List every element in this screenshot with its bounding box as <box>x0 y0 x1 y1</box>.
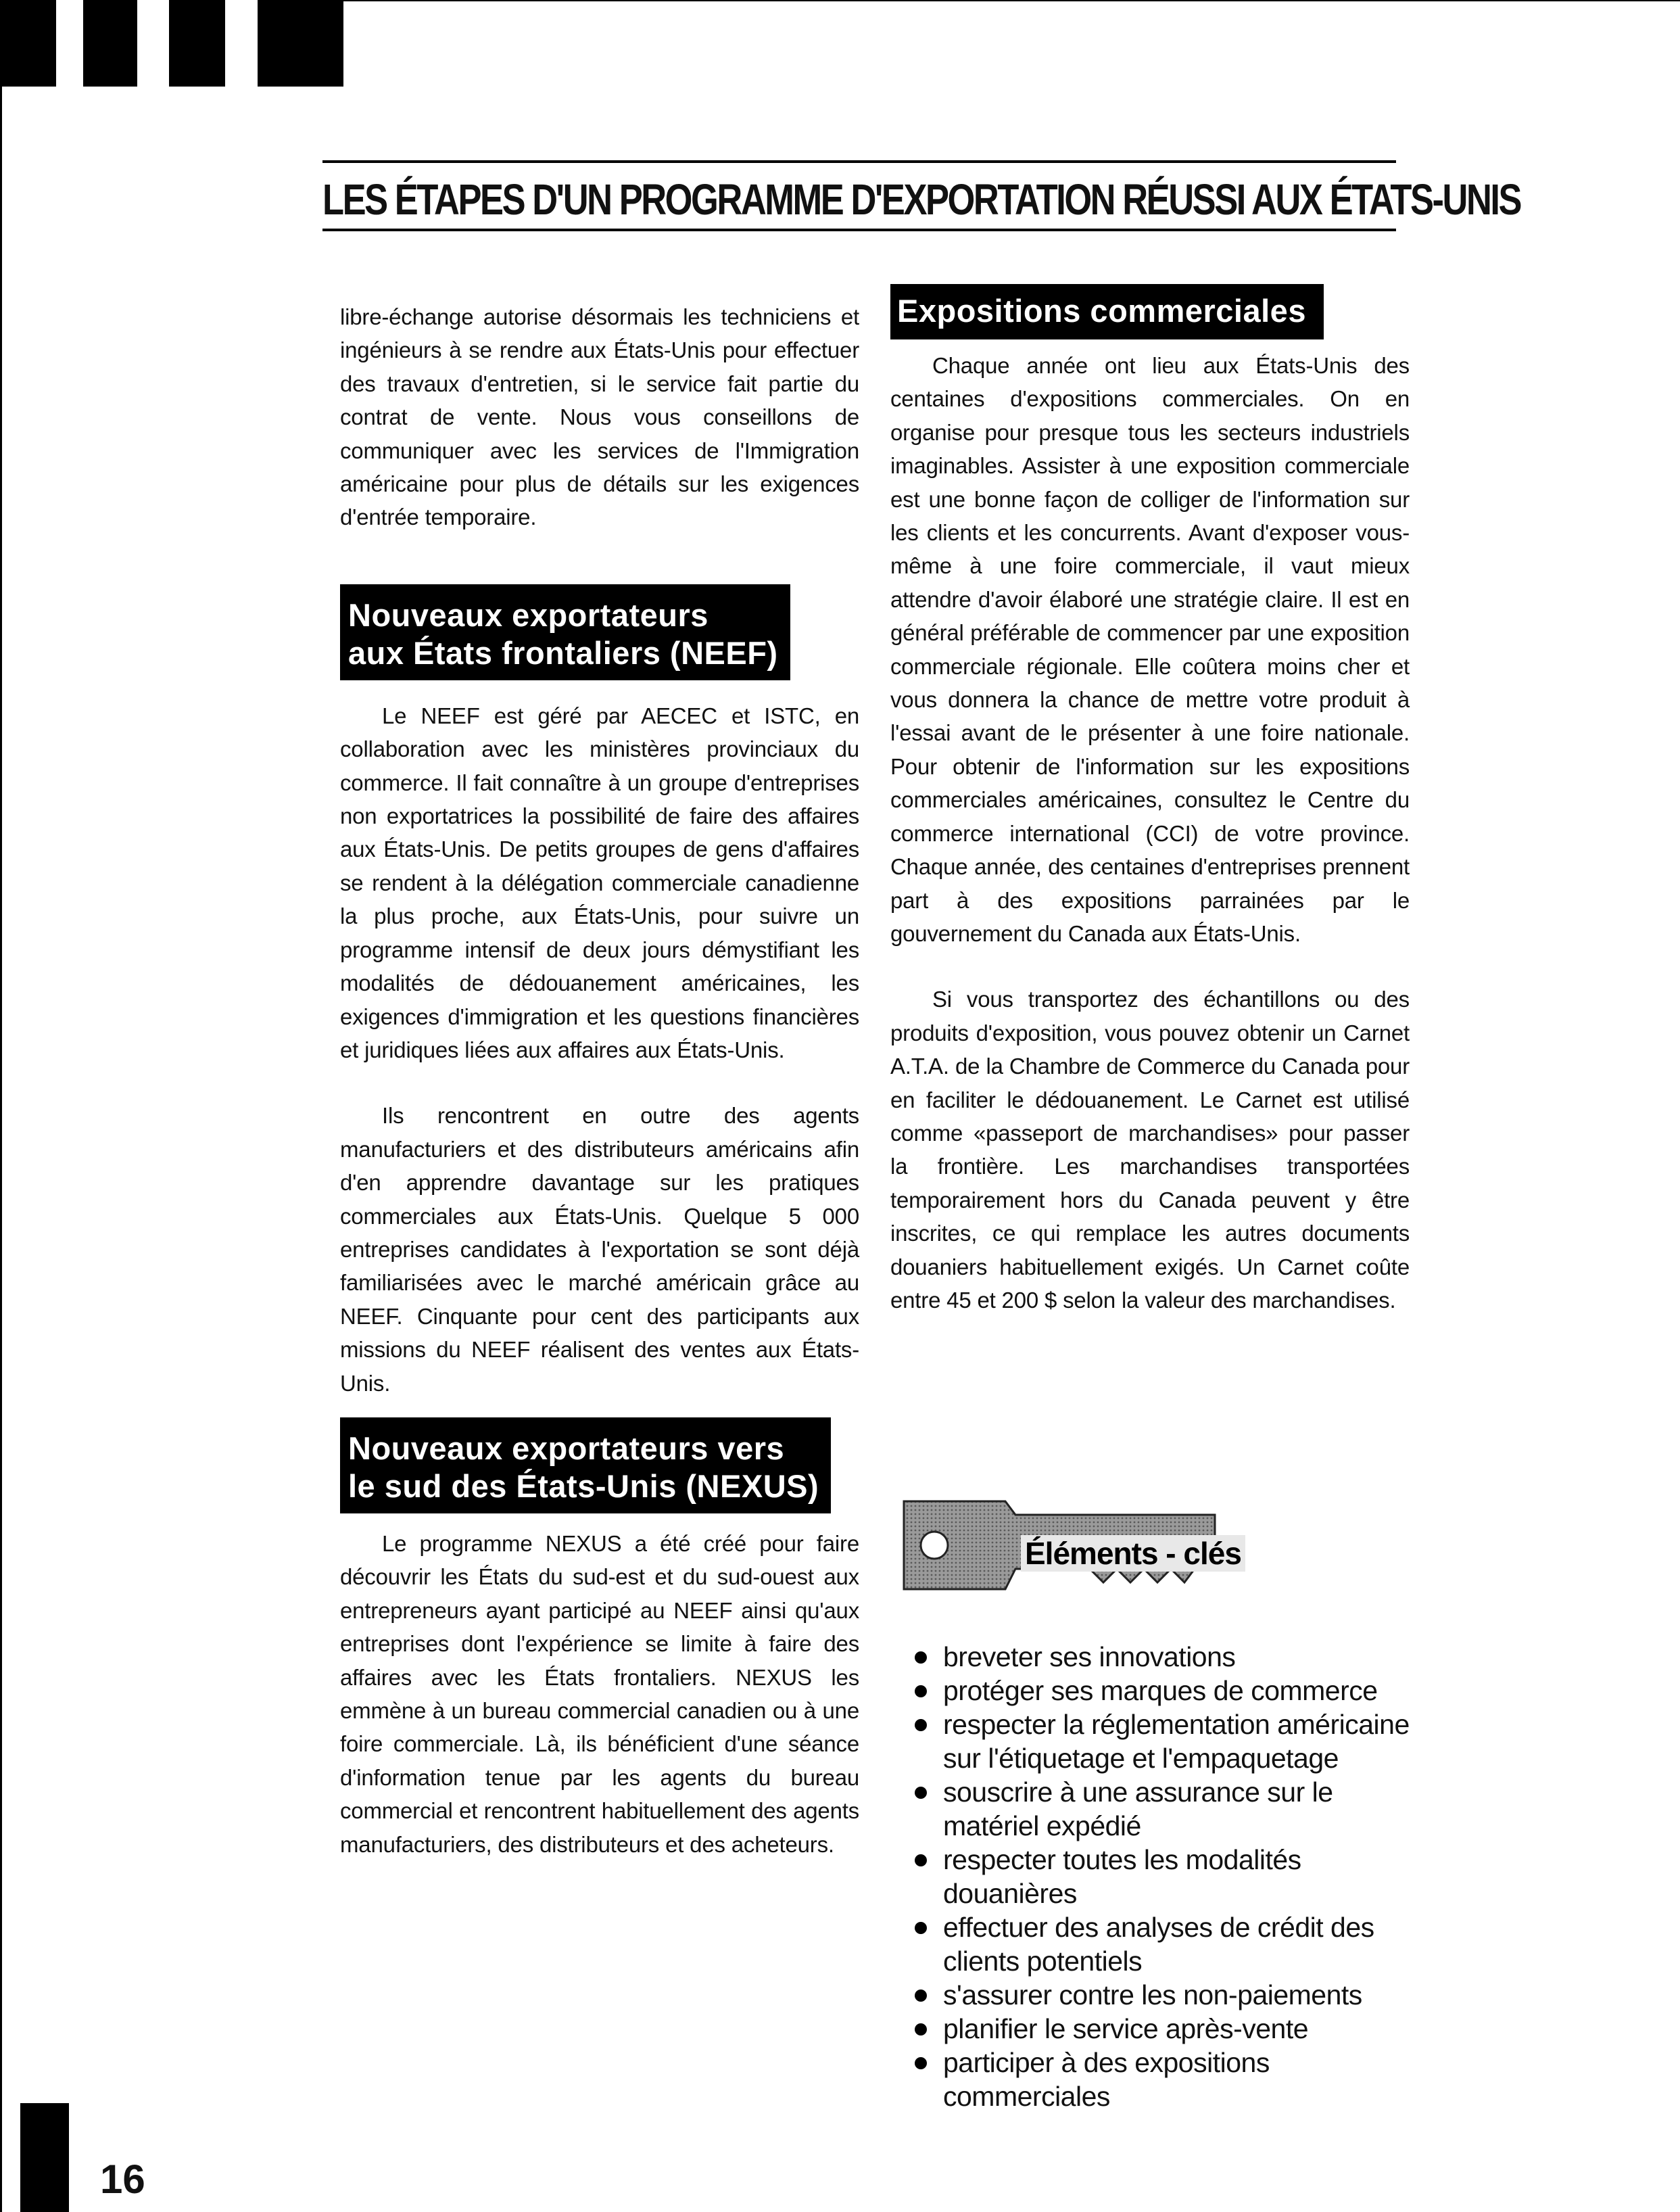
neef-paragraph-1: Le NEEF est géré par AECEC et ISTC, en collaboration avec les ministères provinciaux du commerce. Il fait connaître à un groupe d'entreprises non exportatrices la possibilité de faire des affaires aux États-Unis. De petits groupes de gens d'affaires se rendent à la délégation commerciale canadienne la plus proche, aux États-Unis, pour suivre un programme intensif de deux jours démystifiant les modalités de dédouanement américaines, les exigences d'immigration et les questions financières et juridiques liées aux affaires aux États-Unis. <box>340 703 859 1062</box>
right-column <box>890 284 1410 1317</box>
nexus-heading <box>340 1417 831 1513</box>
corner-block-1 <box>0 0 56 87</box>
key-element-item: participer à des expositions commerciales <box>908 2046 1422 2113</box>
key-elements-label: Éléments - clés <box>1021 1535 1245 1572</box>
expositions-heading <box>890 284 1324 339</box>
key-element-item: breveter ses innovations <box>908 1640 1422 1674</box>
expositions-heading-text: Expositions commerciales <box>897 293 1306 329</box>
neef-paragraph-2: Ils rencontrent en outre des agents manufacturiers et des distributeurs américains afin d'en apprendre davantage sur les pratiques commerciales aux États-Unis. Quelque 5 000 entreprises candidates à l'exportation se sont déjà familiarisées avec le marché américain grâce au NEEF. Cinquante pour cent des participants aux missions du NEEF réalisent des ventes aux États-Unis. <box>340 1103 859 1396</box>
key-element-item: respecter toutes les modalités douanières <box>908 1843 1422 1910</box>
bottom-edge-block <box>20 2103 69 2212</box>
nexus-heading-line2: le sud des États-Unis (NEXUS) <box>348 1467 819 1504</box>
key-elements-list <box>908 1640 1422 2113</box>
title-rule-bottom <box>322 229 1396 231</box>
key-element-item: effectuer des analyses de crédit des clients potentiels <box>908 1910 1422 1978</box>
neef-heading <box>340 584 790 680</box>
expositions-paragraph-2: Si vous transportez des échantillons ou des produits d'exposition, vous pouvez obtenir un Carnet A.T.A. de la Chambre de Commerce du Canada pour en faciliter le dédouanement. Le Carnet est utilisé comme «passeport de marchandises» pour passer la frontière. Les marchandises transportées temporairement hors du Canada peuvent y être inscrites, ce qui remplace les autres documents douaniers habituellement exigés. Un Carnet coûte entre 45 et 200 $ selon la valeur des marchandises. <box>890 987 1410 1313</box>
corner-block-4 <box>258 0 343 87</box>
corner-block-2 <box>83 0 137 87</box>
page-number: 16 <box>100 2157 145 2202</box>
top-edge-line <box>343 0 1680 1</box>
title-rule-top <box>322 160 1396 163</box>
nexus-heading-line1: Nouveaux exportateurs vers <box>348 1430 785 1466</box>
key-element-item: planifier le service après-vente <box>908 2012 1422 2046</box>
expositions-paragraph-1: Chaque année ont lieu aux États-Unis des centaines d'expositions commerciales. On en organise pour presque tous les secteurs industriels imaginables. Assister à une exposition commerciale est une bonne façon de colliger de l'information sur les clients et les concurrents. Avant d'exposer vous-même à une foire commerciale, il vaut mieux attendre d'avoir élaboré une stratégie claire. Il est en général préférable de commencer par une exposition commerciale régionale. Elle coûtera moins cher et vous donnera la chance de mettre votre produit à l'essai avant de le présenter à une foire nationale. Pour obtenir de l'information sur les expositions commerciales américaines, consultez le Centre du commerce international (CCI) de votre province. Chaque année, des centaines d'entreprises prennent part à des expositions parrainées par le gouvernement du Canada aux États-Unis. <box>890 353 1410 946</box>
key-element-item: s'assurer contre les non-paiements <box>908 1978 1422 2012</box>
nexus-paragraph: Le programme NEXUS a été créé pour faire découvrir les États du sud-est et du sud-ouest aux entrepreneurs ayant participé au NEEF ainsi qu'aux entreprises dont l'expérience se limite à faire des affaires avec les États frontaliers. NEXUS les emmène à un bureau commercial canadien ou à une foire commerciale. Là, ils bénéficient d'une séance d'information tenue par les agents du bureau commercial et rencontrent habituellement des agents manufacturiers, des distributeurs et des acheteurs. <box>340 1530 859 1857</box>
corner-block-3 <box>169 0 225 87</box>
key-element-item: respecter la réglementation américaine sur l'étiquetage et l'empaquetage <box>908 1708 1422 1775</box>
intro-paragraph: libre-échange autorise désormais les techniciens et ingénieurs à se rendre aux États-Unis pour effectuer des travaux d'entretien, si le service fait partie du contrat de vente. Nous vous conseillons de communiquer avec les services de l'Immigration américaine pour plus de détails sur les exigences d'entrée temporaire. <box>340 304 859 530</box>
key-element-item: protéger ses marques de commerce <box>908 1674 1422 1708</box>
page-title: LES ÉTAPES D'UN PROGRAMME D'EXPORTATION RÉUSSI AUX ÉTATS-UNIS <box>322 175 1521 224</box>
key-element-item: souscrire à une assurance sur le matériel expédié <box>908 1775 1422 1843</box>
left-column <box>340 300 859 1861</box>
neef-heading-line2: aux États frontaliers (NEEF) <box>348 634 778 671</box>
neef-heading-line1: Nouveaux exportateurs <box>348 596 709 633</box>
page-edge-line <box>0 0 2 2212</box>
